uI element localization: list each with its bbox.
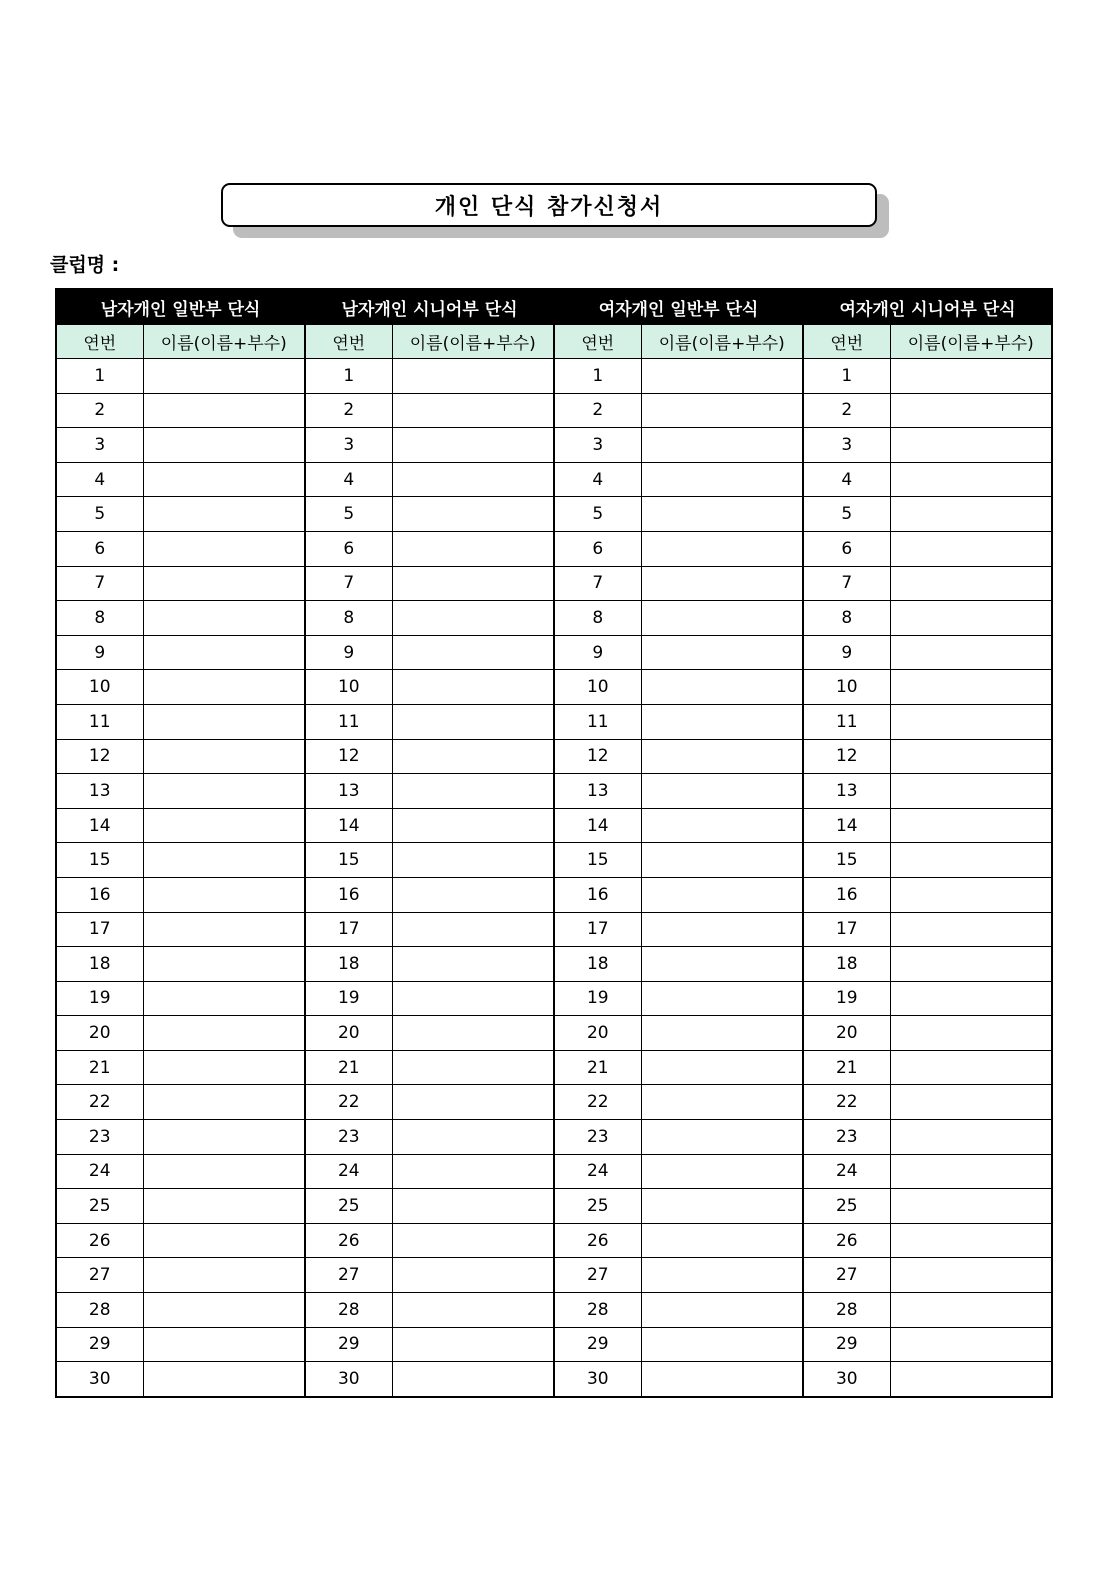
- category-header: 남자개인 시니어부 단식: [305, 289, 554, 325]
- row-number: 13: [554, 774, 641, 809]
- name-entry-cell[interactable]: [641, 531, 803, 566]
- name-entry-cell[interactable]: [392, 601, 554, 636]
- name-entry-cell[interactable]: [392, 1258, 554, 1293]
- name-entry-cell[interactable]: [392, 635, 554, 670]
- row-number: 1: [56, 359, 143, 394]
- row-number: 21: [803, 1050, 890, 1085]
- table-row: [56, 635, 1052, 670]
- row-number: 29: [803, 1327, 890, 1362]
- name-entry-cell[interactable]: [143, 774, 305, 809]
- name-entry-cell[interactable]: [143, 1085, 305, 1120]
- row-number: 29: [554, 1327, 641, 1362]
- name-entry-cell[interactable]: [890, 670, 1052, 705]
- name-entry-cell[interactable]: [392, 1154, 554, 1189]
- table-row: [56, 947, 1052, 982]
- row-number: 14: [305, 808, 392, 843]
- row-number: 28: [803, 1293, 890, 1328]
- row-number: 18: [803, 947, 890, 982]
- row-number: 27: [56, 1258, 143, 1293]
- row-number: 22: [56, 1085, 143, 1120]
- name-entry-cell[interactable]: [641, 1327, 803, 1362]
- name-entry-cell[interactable]: [641, 1223, 803, 1258]
- row-number: 18: [305, 947, 392, 982]
- name-entry-cell[interactable]: [392, 393, 554, 428]
- row-number: 19: [305, 981, 392, 1016]
- number-column-header: 연번: [554, 325, 641, 359]
- row-number: 20: [554, 1016, 641, 1051]
- row-number: 2: [56, 393, 143, 428]
- row-number: 9: [554, 635, 641, 670]
- row-number: 30: [554, 1362, 641, 1397]
- row-number: 25: [305, 1189, 392, 1224]
- name-entry-cell[interactable]: [641, 1258, 803, 1293]
- name-entry-cell[interactable]: [641, 843, 803, 878]
- row-number: 15: [305, 843, 392, 878]
- name-entry-cell[interactable]: [890, 912, 1052, 947]
- name-entry-cell[interactable]: [890, 1293, 1052, 1328]
- name-entry-cell[interactable]: [392, 947, 554, 982]
- row-number: 16: [554, 877, 641, 912]
- category-header: 여자개인 시니어부 단식: [803, 289, 1052, 325]
- name-entry-cell[interactable]: [890, 704, 1052, 739]
- name-entry-cell[interactable]: [143, 1258, 305, 1293]
- name-entry-cell[interactable]: [392, 739, 554, 774]
- name-entry-cell[interactable]: [392, 1016, 554, 1051]
- table-row: [56, 566, 1052, 601]
- row-number: 17: [56, 912, 143, 947]
- row-number: 7: [305, 566, 392, 601]
- category-header: 여자개인 일반부 단식: [554, 289, 803, 325]
- name-column-header: 이름(이름+부수): [890, 325, 1052, 359]
- name-entry-cell[interactable]: [392, 774, 554, 809]
- name-entry-cell[interactable]: [392, 428, 554, 463]
- name-entry-cell[interactable]: [890, 877, 1052, 912]
- name-entry-cell[interactable]: [641, 1293, 803, 1328]
- name-entry-cell[interactable]: [641, 877, 803, 912]
- row-number: 16: [803, 877, 890, 912]
- name-entry-cell[interactable]: [890, 808, 1052, 843]
- name-entry-cell[interactable]: [641, 947, 803, 982]
- table-row: [56, 359, 1052, 394]
- name-entry-cell[interactable]: [890, 843, 1052, 878]
- name-entry-cell[interactable]: [143, 393, 305, 428]
- name-entry-cell[interactable]: [641, 1189, 803, 1224]
- name-entry-cell[interactable]: [641, 1050, 803, 1085]
- form-title: 개인 단식 참가신청서: [221, 183, 877, 227]
- table-row: [56, 843, 1052, 878]
- name-entry-cell[interactable]: [890, 1362, 1052, 1397]
- row-number: 27: [305, 1258, 392, 1293]
- row-number: 26: [803, 1223, 890, 1258]
- name-entry-cell[interactable]: [890, 462, 1052, 497]
- row-number: 7: [803, 566, 890, 601]
- name-entry-cell[interactable]: [143, 566, 305, 601]
- row-number: 6: [56, 531, 143, 566]
- name-entry-cell[interactable]: [392, 1120, 554, 1155]
- row-number: 17: [554, 912, 641, 947]
- name-entry-cell[interactable]: [392, 843, 554, 878]
- name-entry-cell[interactable]: [890, 601, 1052, 636]
- name-entry-cell[interactable]: [143, 912, 305, 947]
- name-entry-cell[interactable]: [890, 1258, 1052, 1293]
- row-number: 30: [803, 1362, 890, 1397]
- number-column-header: 연번: [305, 325, 392, 359]
- row-number: 7: [56, 566, 143, 601]
- row-number: 3: [305, 428, 392, 463]
- name-entry-cell[interactable]: [392, 877, 554, 912]
- name-entry-cell[interactable]: [890, 359, 1052, 394]
- row-number: 26: [305, 1223, 392, 1258]
- row-number: 15: [803, 843, 890, 878]
- name-entry-cell[interactable]: [392, 497, 554, 532]
- name-entry-cell[interactable]: [143, 428, 305, 463]
- row-number: 8: [56, 601, 143, 636]
- row-number: 14: [554, 808, 641, 843]
- table-row: [56, 497, 1052, 532]
- column-header-row: [56, 325, 1052, 359]
- row-number: 2: [554, 393, 641, 428]
- row-number: 10: [554, 670, 641, 705]
- row-number: 21: [56, 1050, 143, 1085]
- row-number: 23: [554, 1120, 641, 1155]
- table-row: [56, 1362, 1052, 1397]
- name-entry-cell[interactable]: [641, 704, 803, 739]
- name-entry-cell[interactable]: [392, 981, 554, 1016]
- row-number: 5: [305, 497, 392, 532]
- name-entry-cell[interactable]: [890, 635, 1052, 670]
- row-number: 9: [803, 635, 890, 670]
- name-entry-cell[interactable]: [641, 981, 803, 1016]
- name-entry-cell[interactable]: [143, 359, 305, 394]
- name-entry-cell[interactable]: [143, 1189, 305, 1224]
- name-entry-cell[interactable]: [641, 428, 803, 463]
- name-entry-cell[interactable]: [143, 1016, 305, 1051]
- name-entry-cell[interactable]: [143, 808, 305, 843]
- name-column-header: 이름(이름+부수): [143, 325, 305, 359]
- row-number: 5: [56, 497, 143, 532]
- table-row: [56, 428, 1052, 463]
- row-number: 25: [554, 1189, 641, 1224]
- row-number: 3: [803, 428, 890, 463]
- name-entry-cell[interactable]: [143, 1362, 305, 1397]
- name-entry-cell[interactable]: [641, 393, 803, 428]
- row-number: 14: [803, 808, 890, 843]
- row-number: 9: [305, 635, 392, 670]
- name-entry-cell[interactable]: [143, 704, 305, 739]
- name-column-header: 이름(이름+부수): [641, 325, 803, 359]
- row-number: 13: [56, 774, 143, 809]
- row-number: 22: [305, 1085, 392, 1120]
- row-number: 23: [56, 1120, 143, 1155]
- name-entry-cell[interactable]: [890, 531, 1052, 566]
- table-row: [56, 1154, 1052, 1189]
- name-entry-cell[interactable]: [890, 1154, 1052, 1189]
- table-row: [56, 877, 1052, 912]
- row-number: 19: [56, 981, 143, 1016]
- name-entry-cell[interactable]: [143, 635, 305, 670]
- table-row: [56, 1223, 1052, 1258]
- name-entry-cell[interactable]: [641, 1154, 803, 1189]
- row-number: 21: [554, 1050, 641, 1085]
- row-number: 16: [56, 877, 143, 912]
- row-number: 24: [554, 1154, 641, 1189]
- row-number: 28: [554, 1293, 641, 1328]
- name-entry-cell[interactable]: [641, 1362, 803, 1397]
- name-entry-cell[interactable]: [890, 497, 1052, 532]
- row-number: 28: [305, 1293, 392, 1328]
- name-entry-cell[interactable]: [143, 601, 305, 636]
- name-entry-cell[interactable]: [641, 912, 803, 947]
- name-entry-cell[interactable]: [890, 1327, 1052, 1362]
- name-entry-cell[interactable]: [641, 1016, 803, 1051]
- name-entry-cell[interactable]: [143, 531, 305, 566]
- row-number: 12: [554, 739, 641, 774]
- row-number: 21: [305, 1050, 392, 1085]
- name-entry-cell[interactable]: [143, 1050, 305, 1085]
- name-entry-cell[interactable]: [392, 1223, 554, 1258]
- row-number: 10: [56, 670, 143, 705]
- row-number: 27: [554, 1258, 641, 1293]
- row-number: 7: [554, 566, 641, 601]
- name-entry-cell[interactable]: [392, 531, 554, 566]
- row-number: 14: [56, 808, 143, 843]
- row-number: 11: [305, 704, 392, 739]
- name-entry-cell[interactable]: [392, 1327, 554, 1362]
- table-row: [56, 1189, 1052, 1224]
- name-entry-cell[interactable]: [143, 1154, 305, 1189]
- category-header: 남자개인 일반부 단식: [56, 289, 305, 325]
- row-number: 17: [803, 912, 890, 947]
- row-number: 11: [803, 704, 890, 739]
- row-number: 29: [305, 1327, 392, 1362]
- name-entry-cell[interactable]: [392, 1362, 554, 1397]
- row-number: 5: [803, 497, 890, 532]
- name-entry-cell[interactable]: [890, 393, 1052, 428]
- row-number: 8: [803, 601, 890, 636]
- table-row: [56, 1120, 1052, 1155]
- row-number: 30: [305, 1362, 392, 1397]
- name-entry-cell[interactable]: [143, 1293, 305, 1328]
- row-number: 6: [554, 531, 641, 566]
- name-entry-cell[interactable]: [641, 1120, 803, 1155]
- table-row: [56, 912, 1052, 947]
- title-banner: [221, 183, 877, 227]
- row-number: 25: [803, 1189, 890, 1224]
- name-entry-cell[interactable]: [392, 462, 554, 497]
- name-entry-cell[interactable]: [890, 774, 1052, 809]
- row-number: 20: [803, 1016, 890, 1051]
- name-entry-cell[interactable]: [641, 566, 803, 601]
- row-number: 17: [305, 912, 392, 947]
- row-number: 2: [305, 393, 392, 428]
- row-number: 23: [803, 1120, 890, 1155]
- name-entry-cell[interactable]: [890, 1016, 1052, 1051]
- name-entry-cell[interactable]: [890, 566, 1052, 601]
- row-number: 2: [803, 393, 890, 428]
- name-entry-cell[interactable]: [143, 739, 305, 774]
- row-number: 11: [56, 704, 143, 739]
- row-number: 4: [305, 462, 392, 497]
- row-number: 20: [56, 1016, 143, 1051]
- name-entry-cell[interactable]: [392, 566, 554, 601]
- name-entry-cell[interactable]: [641, 808, 803, 843]
- entry-table: [55, 288, 1053, 1398]
- row-number: 8: [554, 601, 641, 636]
- row-number: 10: [803, 670, 890, 705]
- table-row: [56, 1293, 1052, 1328]
- name-entry-cell[interactable]: [392, 704, 554, 739]
- row-number: 3: [554, 428, 641, 463]
- name-entry-cell[interactable]: [641, 774, 803, 809]
- row-number: 15: [56, 843, 143, 878]
- row-number: 1: [554, 359, 641, 394]
- row-number: 22: [554, 1085, 641, 1120]
- row-number: 19: [554, 981, 641, 1016]
- row-number: 30: [56, 1362, 143, 1397]
- row-number: 13: [803, 774, 890, 809]
- name-entry-cell[interactable]: [143, 497, 305, 532]
- row-number: 1: [305, 359, 392, 394]
- number-column-header: 연번: [56, 325, 143, 359]
- name-entry-cell[interactable]: [890, 1223, 1052, 1258]
- row-number: 24: [803, 1154, 890, 1189]
- name-entry-cell[interactable]: [143, 981, 305, 1016]
- table-row: [56, 808, 1052, 843]
- name-column-header: 이름(이름+부수): [392, 325, 554, 359]
- name-entry-cell[interactable]: [641, 601, 803, 636]
- club-name-label: 클럽명 :: [50, 254, 120, 276]
- name-entry-cell[interactable]: [641, 462, 803, 497]
- row-number: 4: [554, 462, 641, 497]
- name-entry-cell[interactable]: [641, 670, 803, 705]
- row-number: 3: [56, 428, 143, 463]
- table-row: [56, 1258, 1052, 1293]
- row-number: 15: [554, 843, 641, 878]
- name-entry-cell[interactable]: [641, 635, 803, 670]
- row-number: 23: [305, 1120, 392, 1155]
- row-number: 11: [554, 704, 641, 739]
- name-entry-cell[interactable]: [641, 1085, 803, 1120]
- name-entry-cell[interactable]: [890, 428, 1052, 463]
- name-entry-cell[interactable]: [392, 808, 554, 843]
- name-entry-cell[interactable]: [143, 670, 305, 705]
- row-number: 4: [803, 462, 890, 497]
- number-column-header: 연번: [803, 325, 890, 359]
- name-entry-cell[interactable]: [143, 843, 305, 878]
- row-number: 22: [803, 1085, 890, 1120]
- row-number: 12: [305, 739, 392, 774]
- row-number: 27: [803, 1258, 890, 1293]
- row-number: 24: [56, 1154, 143, 1189]
- row-number: 13: [305, 774, 392, 809]
- row-number: 20: [305, 1016, 392, 1051]
- name-entry-cell[interactable]: [143, 877, 305, 912]
- table-row: [56, 1050, 1052, 1085]
- name-entry-cell[interactable]: [143, 1327, 305, 1362]
- name-entry-cell[interactable]: [890, 739, 1052, 774]
- row-number: 26: [56, 1223, 143, 1258]
- name-entry-cell[interactable]: [392, 1085, 554, 1120]
- name-entry-cell[interactable]: [890, 981, 1052, 1016]
- row-number: 28: [56, 1293, 143, 1328]
- table-row: [56, 670, 1052, 705]
- table-row: [56, 739, 1052, 774]
- name-entry-cell[interactable]: [641, 359, 803, 394]
- row-number: 12: [56, 739, 143, 774]
- row-number: 18: [56, 947, 143, 982]
- table-row: [56, 601, 1052, 636]
- name-entry-cell[interactable]: [890, 1189, 1052, 1224]
- row-number: 10: [305, 670, 392, 705]
- name-entry-cell[interactable]: [392, 1293, 554, 1328]
- name-entry-cell[interactable]: [890, 1085, 1052, 1120]
- name-entry-cell[interactable]: [890, 947, 1052, 982]
- row-number: 19: [803, 981, 890, 1016]
- name-entry-cell[interactable]: [392, 670, 554, 705]
- name-entry-cell[interactable]: [143, 1223, 305, 1258]
- table-row: [56, 1016, 1052, 1051]
- table-row: [56, 393, 1052, 428]
- row-number: 8: [305, 601, 392, 636]
- row-number: 18: [554, 947, 641, 982]
- name-entry-cell[interactable]: [641, 497, 803, 532]
- name-entry-cell[interactable]: [890, 1050, 1052, 1085]
- name-entry-cell[interactable]: [143, 1120, 305, 1155]
- name-entry-cell[interactable]: [392, 912, 554, 947]
- row-number: 25: [56, 1189, 143, 1224]
- name-entry-cell[interactable]: [890, 1120, 1052, 1155]
- row-number: 4: [56, 462, 143, 497]
- row-number: 29: [56, 1327, 143, 1362]
- row-number: 16: [305, 877, 392, 912]
- table-row: [56, 531, 1052, 566]
- table-row: [56, 704, 1052, 739]
- row-number: 24: [305, 1154, 392, 1189]
- row-number: 6: [803, 531, 890, 566]
- name-entry-cell[interactable]: [392, 1189, 554, 1224]
- table-row: [56, 1085, 1052, 1120]
- name-entry-cell[interactable]: [143, 462, 305, 497]
- row-number: 6: [305, 531, 392, 566]
- table-row: [56, 1327, 1052, 1362]
- row-number: 5: [554, 497, 641, 532]
- table-row: [56, 774, 1052, 809]
- table-row: [56, 462, 1052, 497]
- name-entry-cell[interactable]: [392, 1050, 554, 1085]
- name-entry-cell[interactable]: [392, 359, 554, 394]
- name-entry-cell[interactable]: [641, 739, 803, 774]
- table-row: [56, 981, 1052, 1016]
- row-number: 12: [803, 739, 890, 774]
- row-number: 26: [554, 1223, 641, 1258]
- category-header-row: [56, 289, 1052, 325]
- row-number: 9: [56, 635, 143, 670]
- name-entry-cell[interactable]: [143, 947, 305, 982]
- row-number: 1: [803, 359, 890, 394]
